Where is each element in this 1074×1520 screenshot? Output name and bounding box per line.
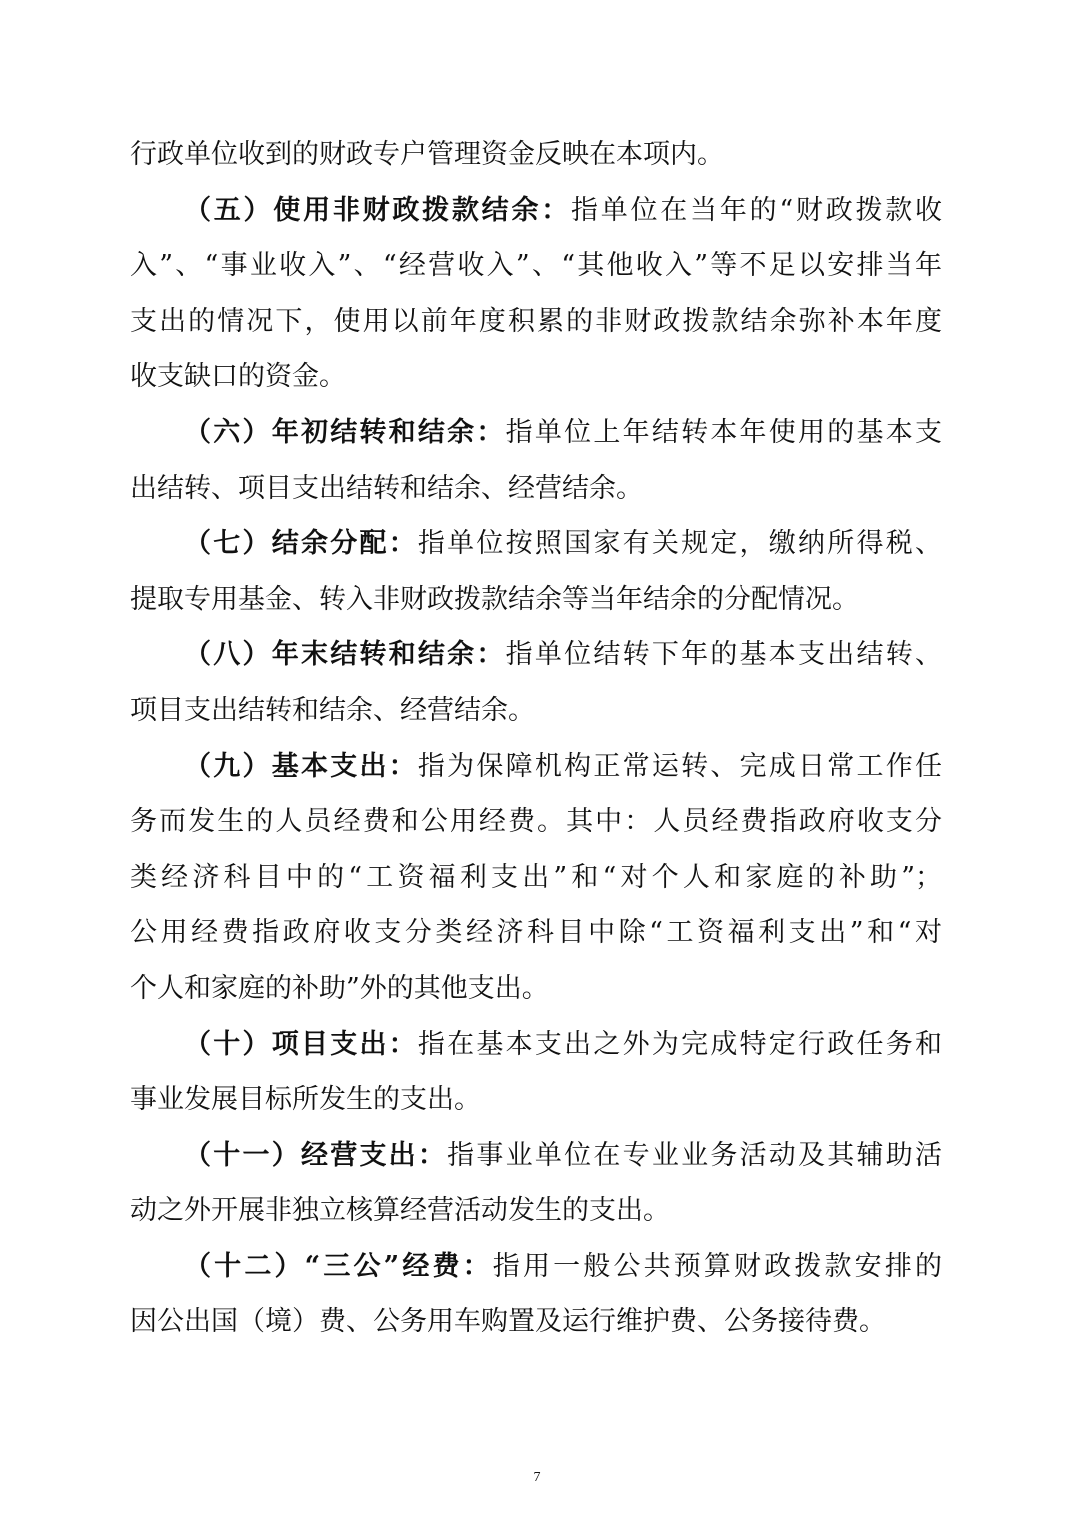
section-heading: （十一）经营支出： [184, 1139, 448, 1171]
page-number: 7 [533, 1470, 541, 1485]
text-line [130, 683, 942, 739]
paragraph [130, 516, 942, 627]
line-text: 指为保障机构正常运转、完成日常工作任 [417, 750, 942, 782]
text-line [130, 294, 942, 350]
line-text: 行政单位收到的财政专户管理资金反映在本项内。 [130, 139, 724, 170]
line-text: 入”、“事业收入”、“经营收入”、“其他收入”等不足以安排当年 [130, 250, 942, 282]
line-text: 类经济科目中的“工资福利支出”和“对个人和家庭的补助”； [130, 861, 942, 893]
text-line [130, 183, 942, 239]
paragraph [130, 183, 942, 405]
text-line [130, 961, 942, 1017]
text-line [130, 572, 942, 628]
text-line [130, 461, 942, 517]
line-text: 事业发展目标所发生的支出。 [130, 1084, 481, 1116]
document-body [130, 127, 942, 1350]
line-text: 因公出国（境）费、公务用车购置及运行维护费、公务接待费。 [130, 1306, 886, 1338]
paragraph [130, 1239, 942, 1350]
line-text: 指事业单位在专业业务活动及其辅助活 [447, 1139, 942, 1171]
line-text: 务而发生的人员经费和公用经费。其中：人员经费指政府收支分 [130, 806, 942, 838]
line-text: 指在基本支出之外为完成特定行政任务和 [417, 1028, 942, 1060]
line-text: 个人和家庭的补助”外的其他支出。 [130, 972, 549, 1004]
section-heading: （五）使用非财政拨款结余： [184, 194, 571, 226]
line-text: 指单位上年结转本年使用的基本支 [505, 416, 942, 448]
line-text: 公用经费指政府收支分类经济科目中除“工资福利支出”和“对 [130, 917, 942, 949]
paragraph [130, 1017, 942, 1128]
line-text: 指单位结转下年的基本支出结转、 [505, 639, 942, 671]
line-text: 动之外开展非独立核算经营活动发生的支出。 [130, 1195, 670, 1227]
text-line [130, 627, 942, 683]
section-heading: （九）基本支出： [184, 750, 418, 782]
section-heading: （十）项目支出： [184, 1028, 418, 1060]
text-line [130, 1183, 942, 1239]
text-line [130, 127, 942, 183]
section-heading: （六）年初结转和结余： [184, 416, 506, 448]
section-heading: （十二）“三公”经费： [184, 1250, 493, 1282]
paragraph [130, 405, 942, 516]
text-line [130, 238, 942, 294]
text-line [130, 905, 942, 961]
line-text: 提取专用基金、转入非财政拨款结余等当年结余的分配情况。 [130, 583, 859, 615]
line-text: 指用一般公共预算财政拨款安排的 [492, 1250, 942, 1282]
line-text: 指单位按照国家有关规定，缴纳所得税、 [417, 528, 942, 560]
text-line [130, 1239, 942, 1295]
text-line [130, 1017, 942, 1073]
text-line [130, 405, 942, 461]
text-line [130, 850, 942, 906]
text-line [130, 794, 942, 850]
text-line [130, 739, 942, 795]
text-line [130, 1294, 942, 1350]
line-text: 指单位在当年的“财政拨款收 [570, 194, 942, 226]
section-heading: （七）结余分配： [184, 528, 418, 560]
line-text: 出结转、项目支出结转和结余、经营结余。 [130, 472, 643, 504]
line-text: 支出的情况下，使用以前年度积累的非财政拨款结余弥补本年度 [130, 305, 942, 337]
text-line [130, 516, 942, 572]
line-text: 项目支出结转和结余、经营结余。 [130, 694, 535, 726]
text-line [130, 1072, 942, 1128]
paragraph [130, 127, 942, 183]
paragraph [130, 739, 942, 1017]
line-text: 收支缺口的资金。 [130, 361, 346, 393]
paragraph [130, 1128, 942, 1239]
text-line [130, 349, 942, 405]
text-line [130, 1128, 942, 1184]
paragraph [130, 627, 942, 738]
section-heading: （八）年末结转和结余： [184, 639, 506, 671]
